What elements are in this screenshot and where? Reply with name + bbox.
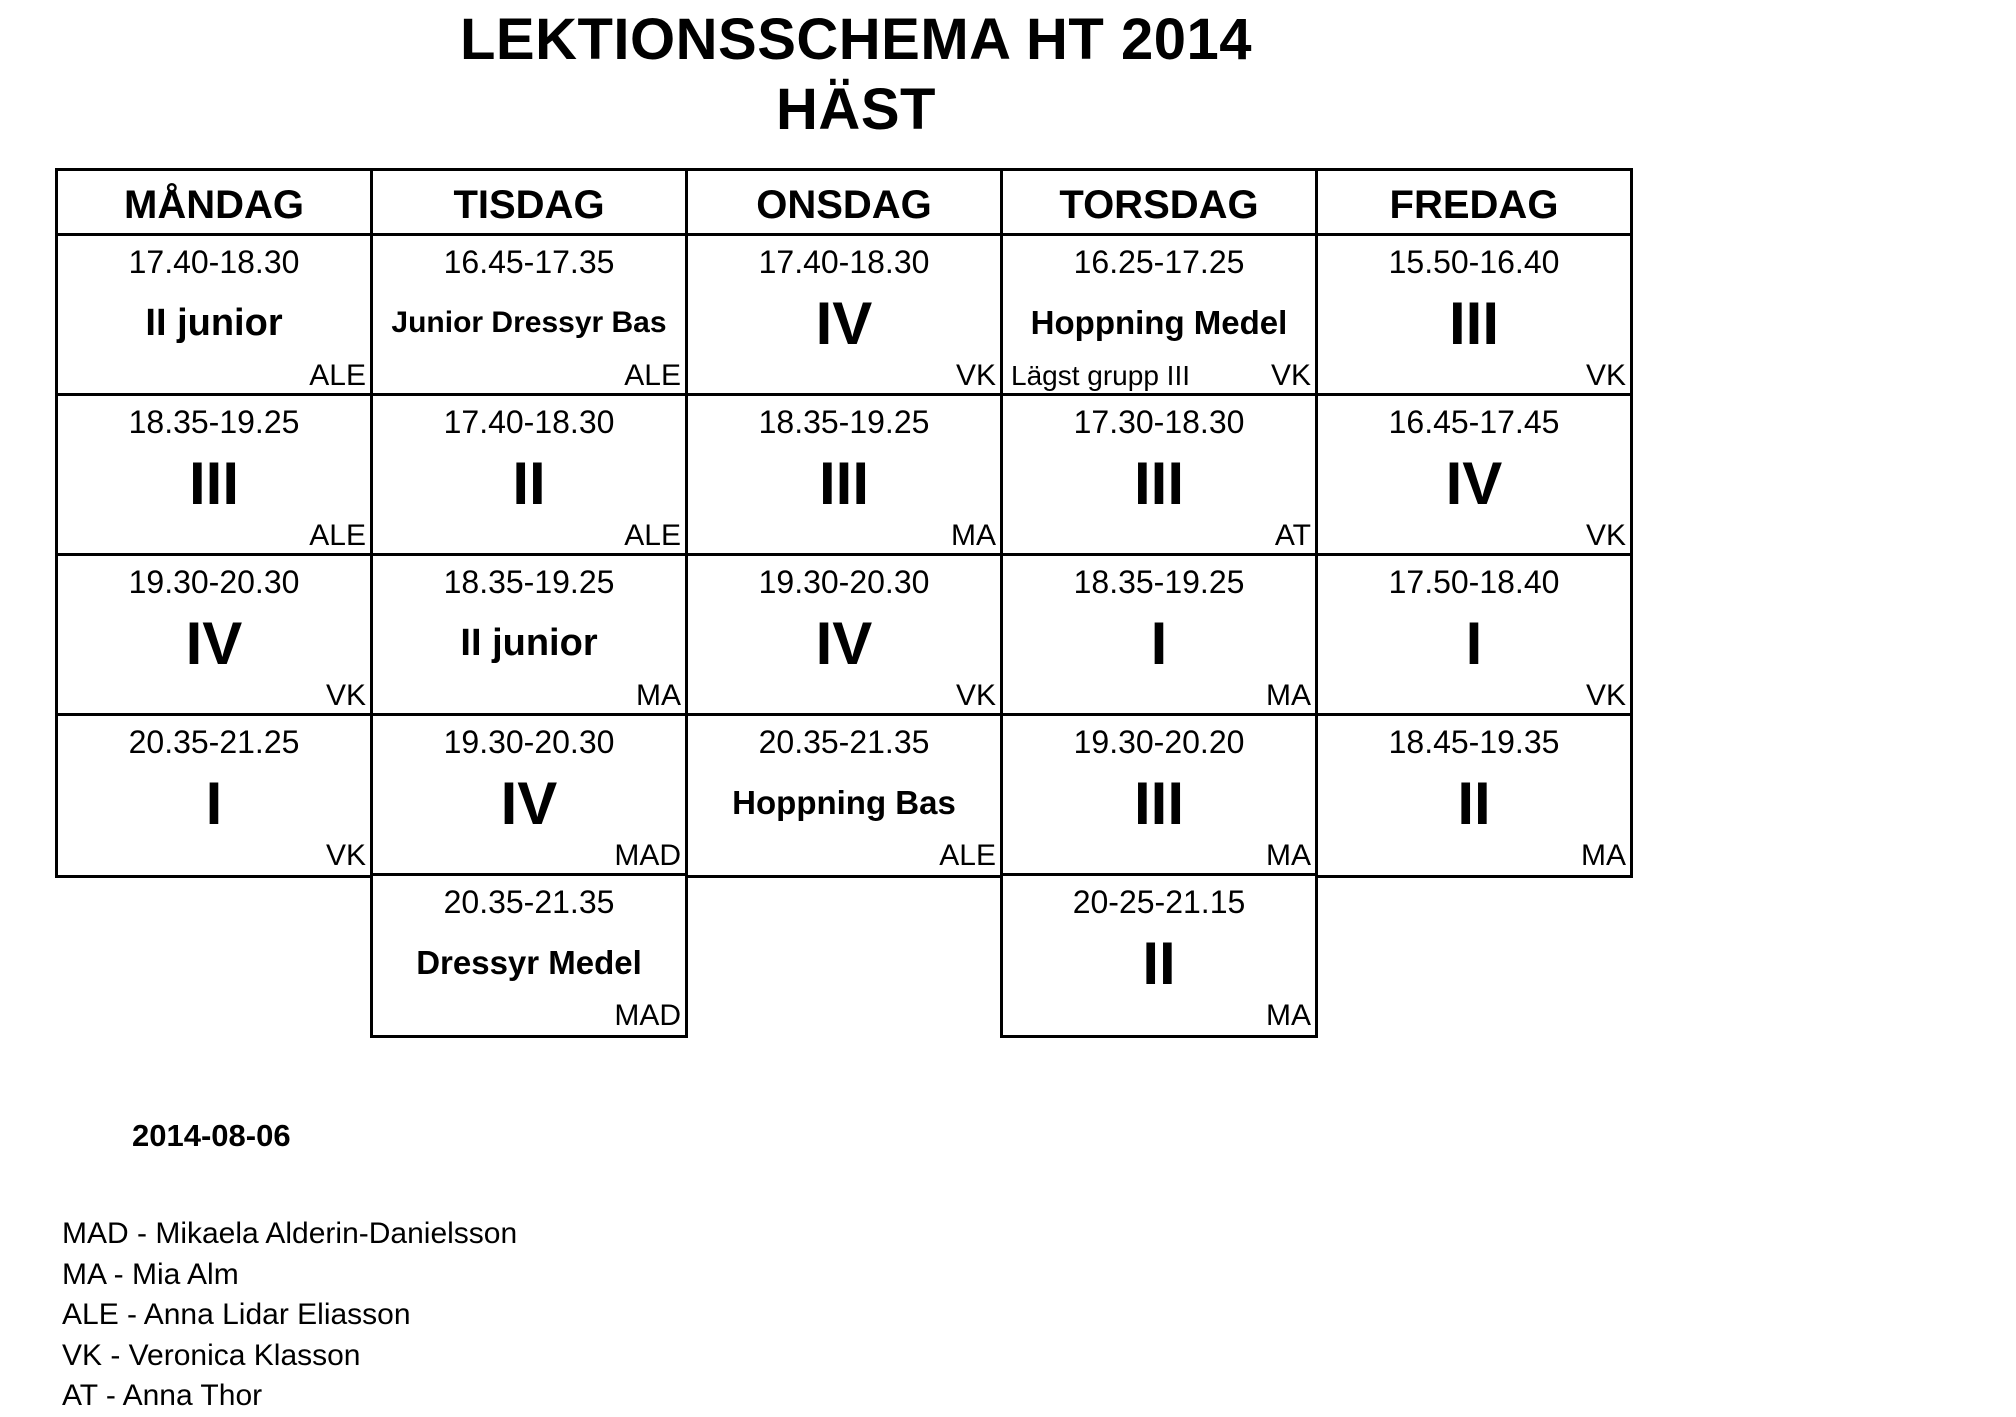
lesson-level: I	[1465, 609, 1483, 677]
lesson-level: IV	[500, 769, 558, 837]
lesson-time: 16.45-17.35	[443, 244, 615, 280]
lesson-time: 15.50-16.40	[1388, 244, 1560, 280]
lesson-time: 20.35-21.25	[128, 724, 300, 760]
lesson-cell	[370, 233, 688, 398]
teacher-legend	[62, 1214, 517, 1417]
lesson-teacher: MAD	[614, 839, 681, 872]
legend-item: AT - Anna Thor	[62, 1379, 263, 1412]
lesson-cell	[685, 553, 1003, 718]
page-subtitle: HÄST	[776, 77, 936, 142]
day-header: FREDAG	[1315, 168, 1633, 236]
lesson-time: 18.35-19.25	[443, 564, 615, 600]
lesson-level: Dressyr Medel	[416, 944, 642, 981]
lesson-cell	[1000, 233, 1318, 398]
lesson-time: 18.35-19.25	[758, 404, 930, 440]
lesson-cell	[370, 553, 688, 718]
lesson-level: III	[1133, 449, 1184, 517]
lesson-time: 17.50-18.40	[1388, 564, 1560, 600]
legend-item: VK - Veronica Klasson	[62, 1338, 361, 1372]
lesson-time: 17.40-18.30	[758, 244, 930, 280]
lesson-cell	[55, 553, 373, 718]
lesson-cell	[1315, 393, 1633, 558]
lesson-level: II	[512, 449, 546, 517]
lesson-time: 17.30-18.30	[1073, 404, 1245, 440]
legend-item: MA - Mia Alm	[62, 1257, 239, 1291]
lesson-time: 20.35-21.35	[758, 724, 930, 760]
lesson-cell	[1315, 713, 1633, 878]
lesson-time: 20-25-21.15	[1072, 884, 1246, 920]
lesson-cell	[685, 713, 1003, 878]
schedule-date: 2014-08-06	[132, 1118, 291, 1153]
lesson-cell	[1315, 233, 1633, 398]
day-header: MÅNDAG	[55, 168, 373, 236]
lesson-cell	[370, 393, 688, 558]
lesson-teacher: MA	[1266, 839, 1311, 872]
lesson-time: 19.30-20.30	[758, 564, 930, 600]
lesson-teacher: ALE	[624, 359, 681, 392]
legend-item: ALE - Anna Lidar Eliasson	[62, 1298, 411, 1331]
lesson-time: 19.30-20.30	[443, 724, 615, 760]
lesson-teacher: MA	[1266, 999, 1311, 1032]
lesson-cell	[370, 873, 688, 1038]
lesson-teacher: VK	[1585, 519, 1626, 552]
lesson-level: IV	[815, 289, 873, 357]
lesson-teacher: VK	[325, 679, 366, 712]
day-header: TISDAG	[370, 168, 688, 236]
lesson-level: III	[1133, 769, 1184, 837]
lesson-level: III	[188, 449, 239, 517]
lesson-level: I	[205, 769, 223, 837]
lesson-level: Junior Dressyr Bas	[391, 306, 667, 339]
page-title: LEKTIONSSCHEMA HT 2014	[460, 7, 1252, 72]
lesson-level: III	[1448, 289, 1499, 357]
lesson-teacher: VK	[955, 679, 996, 712]
lesson-teacher: VK	[955, 359, 996, 392]
lesson-level: II	[1457, 769, 1491, 837]
lesson-time: 17.40-18.30	[128, 244, 300, 280]
lesson-level: Hoppning Bas	[732, 784, 956, 821]
day-header: ONSDAG	[685, 168, 1003, 236]
day-header: TORSDAG	[1000, 168, 1318, 236]
lesson-teacher: VK	[325, 839, 366, 872]
lesson-time: 19.30-20.20	[1073, 724, 1245, 760]
lesson-time: 18.35-19.25	[128, 404, 300, 440]
lesson-note: Lägst grupp III	[1011, 360, 1191, 391]
lesson-cell	[55, 393, 373, 558]
lesson-teacher: MA	[636, 679, 681, 712]
lesson-teacher: ALE	[624, 519, 681, 552]
lesson-teacher: ALE	[939, 839, 996, 872]
lesson-teacher: VK	[1585, 359, 1626, 392]
lesson-time: 18.35-19.25	[1073, 564, 1245, 600]
lesson-cell	[1000, 873, 1318, 1038]
lesson-cell	[685, 233, 1003, 398]
lesson-level: II junior	[460, 621, 598, 664]
lesson-cell	[370, 713, 688, 878]
lesson-time: 16.45-17.45	[1388, 404, 1560, 440]
lesson-level: Hoppning Medel	[1030, 304, 1288, 341]
lesson-time: 16.25-17.25	[1073, 244, 1245, 280]
lesson-cell	[1315, 553, 1633, 718]
lesson-time: 19.30-20.30	[128, 564, 300, 600]
lesson-level: IV	[185, 609, 243, 677]
lesson-level: III	[818, 449, 869, 517]
lesson-level: II junior	[145, 301, 283, 344]
lesson-level: I	[1150, 609, 1168, 677]
lesson-teacher: MAD	[614, 999, 681, 1032]
lesson-level: IV	[815, 609, 873, 677]
lesson-time: 17.40-18.30	[443, 404, 615, 440]
lesson-teacher: ALE	[309, 359, 366, 392]
lesson-cell	[55, 233, 373, 398]
lesson-level: IV	[1445, 449, 1503, 517]
lesson-teacher: VK	[1270, 359, 1311, 392]
lesson-teacher: MA	[1581, 839, 1626, 872]
lesson-teacher: ALE	[309, 519, 366, 552]
lesson-teacher: MA	[1266, 679, 1311, 712]
lesson-cell	[55, 713, 373, 878]
lesson-time: 20.35-21.35	[443, 884, 615, 920]
lesson-cell	[1000, 553, 1318, 718]
lesson-teacher: AT	[1274, 519, 1311, 552]
lesson-teacher: VK	[1585, 679, 1626, 712]
lesson-cell	[685, 393, 1003, 558]
lesson-teacher: MA	[951, 519, 996, 552]
lesson-time: 18.45-19.35	[1388, 724, 1560, 760]
lesson-level: II	[1142, 929, 1176, 997]
lesson-cell	[1000, 713, 1318, 878]
legend-item: MAD - Mikaela Alderin-Danielsson	[62, 1217, 518, 1250]
lesson-cell	[1000, 393, 1318, 558]
